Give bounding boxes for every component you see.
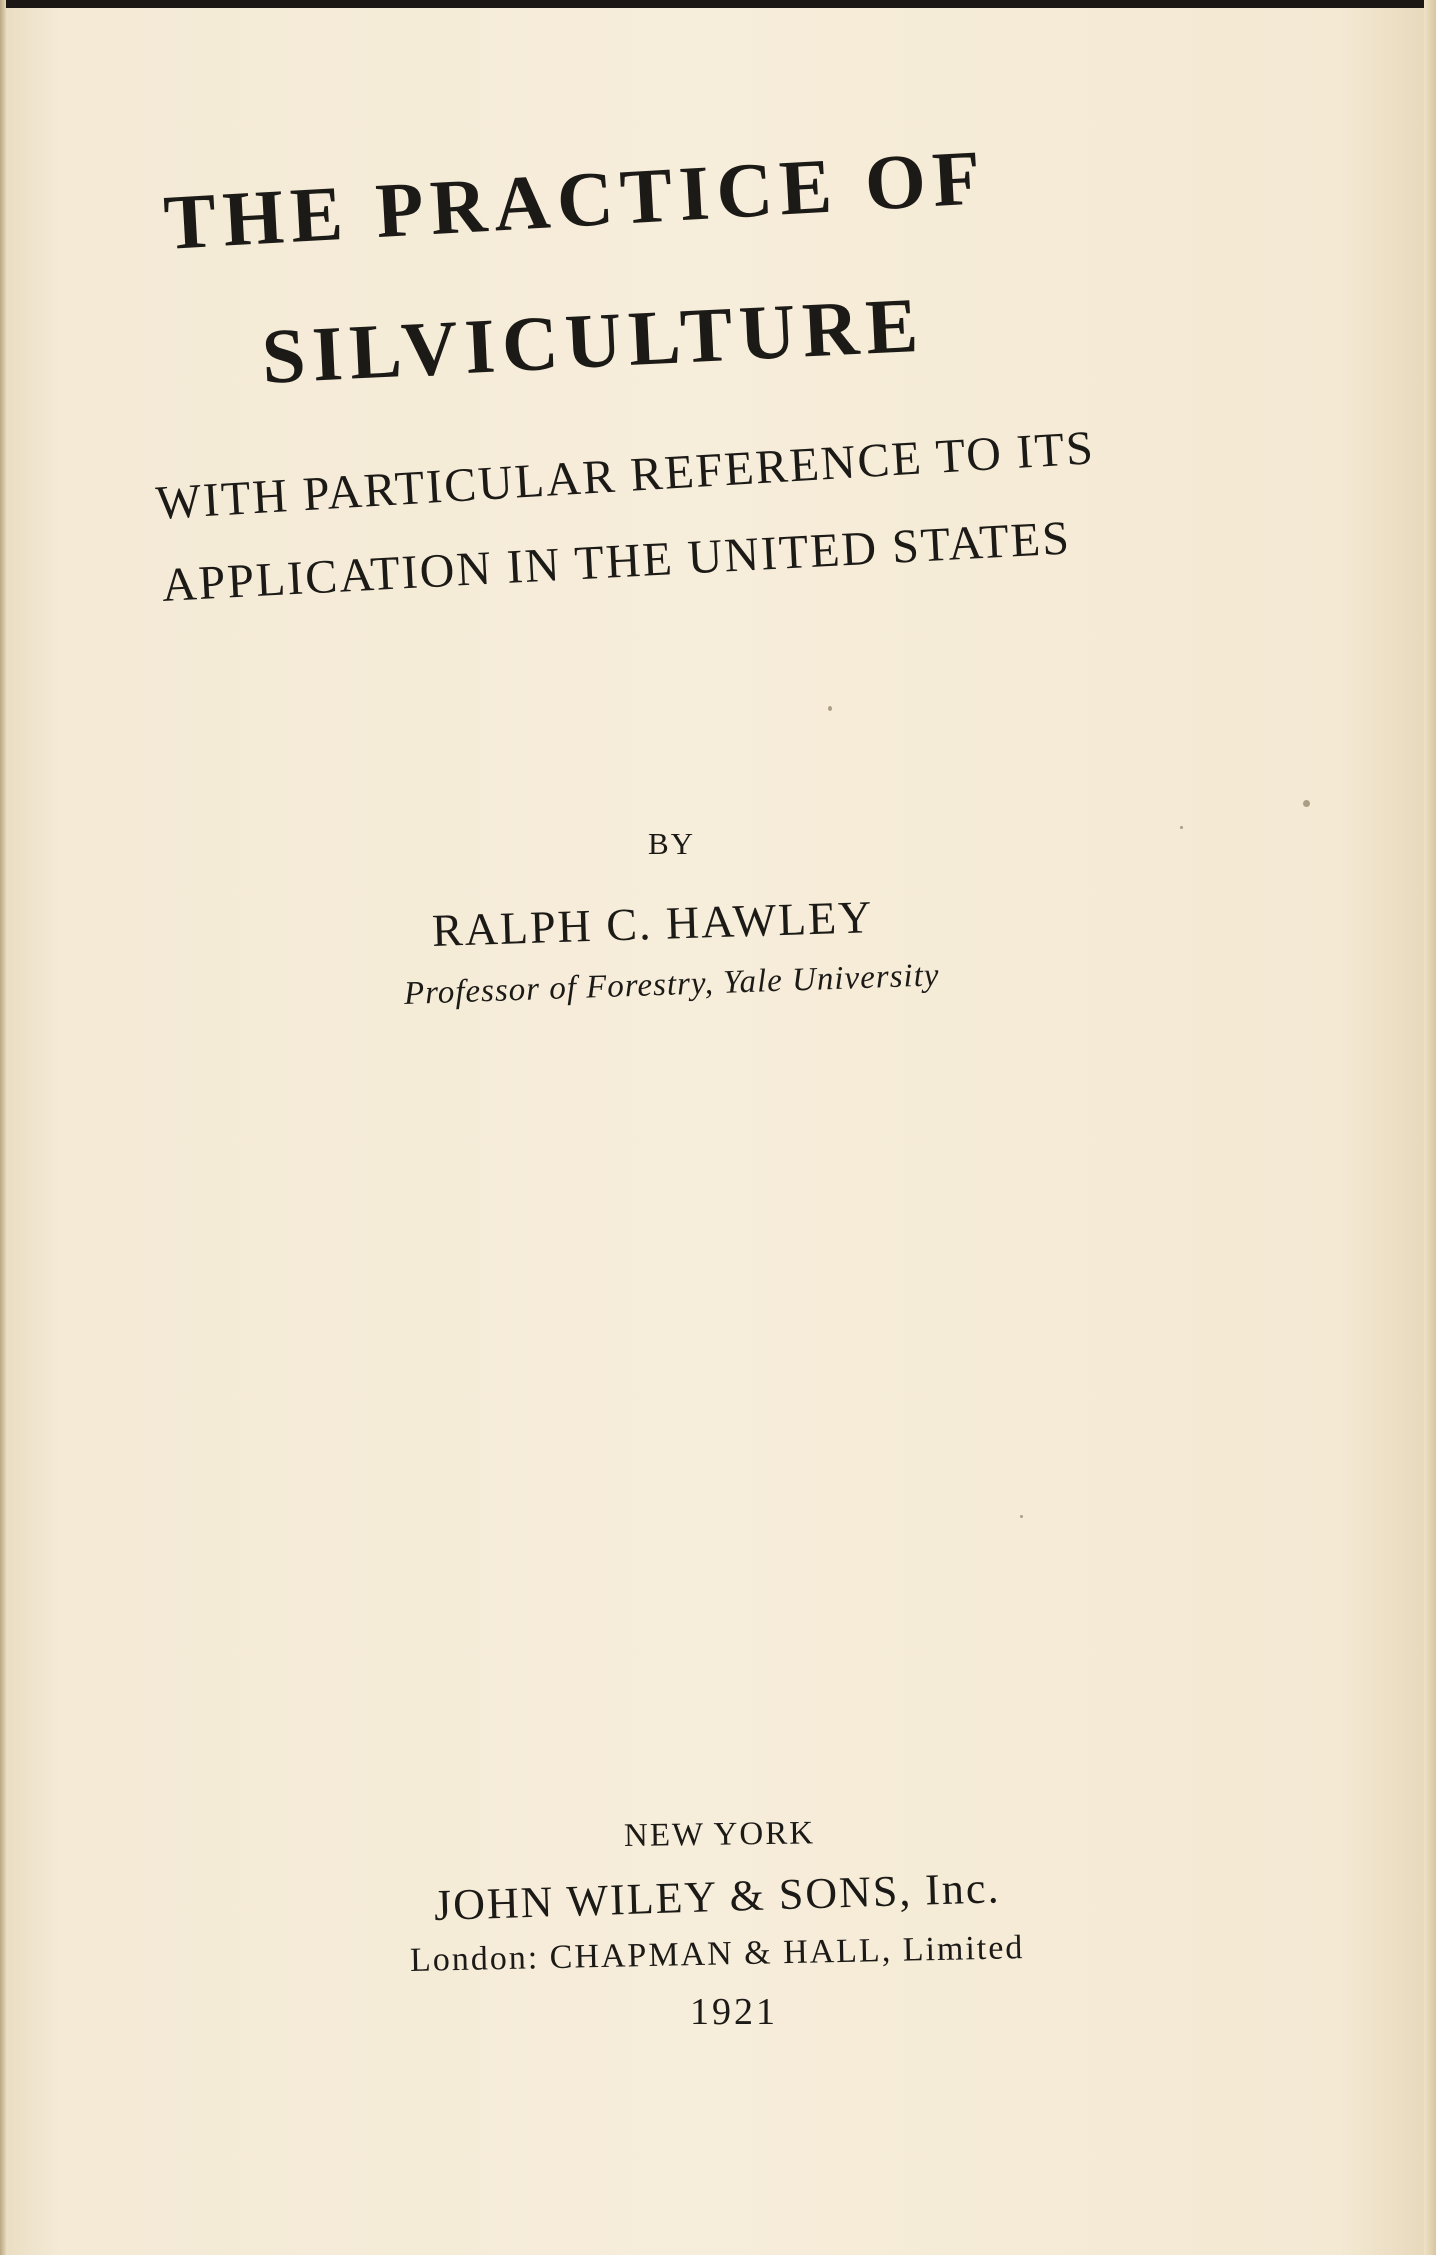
author-name: RALPH C. HAWLEY <box>431 891 875 956</box>
page-top-edge <box>0 0 1436 8</box>
paper-speck <box>1303 800 1310 807</box>
paper-speck <box>828 706 832 711</box>
publication-year: 1921 <box>690 1991 778 2033</box>
publisher-name: JOHN WILEY & SONS, Inc. <box>433 1863 1002 1930</box>
page-left-edge <box>0 0 6 2255</box>
paper-speck <box>1020 1515 1023 1518</box>
imprint-city: NEW YORK <box>623 1815 816 1854</box>
title-line-2: SILVICULTURE <box>259 280 927 400</box>
title-line-1: THE PRACTICE OF <box>161 133 990 266</box>
london-publisher: London: CHAPMAN & HALL, Limited <box>409 1929 1025 1979</box>
subtitle-line-2: APPLICATION IN THE UNITED STATES <box>160 511 1073 612</box>
author-affiliation: Professor of Forestry, Yale University <box>403 957 941 1012</box>
page-right-edge <box>1424 0 1436 2255</box>
paper-speck <box>1180 826 1183 829</box>
subtitle-line-1: WITH PARTICULAR REFERENCE TO ITS <box>154 421 1097 530</box>
by-label: BY <box>648 826 696 861</box>
